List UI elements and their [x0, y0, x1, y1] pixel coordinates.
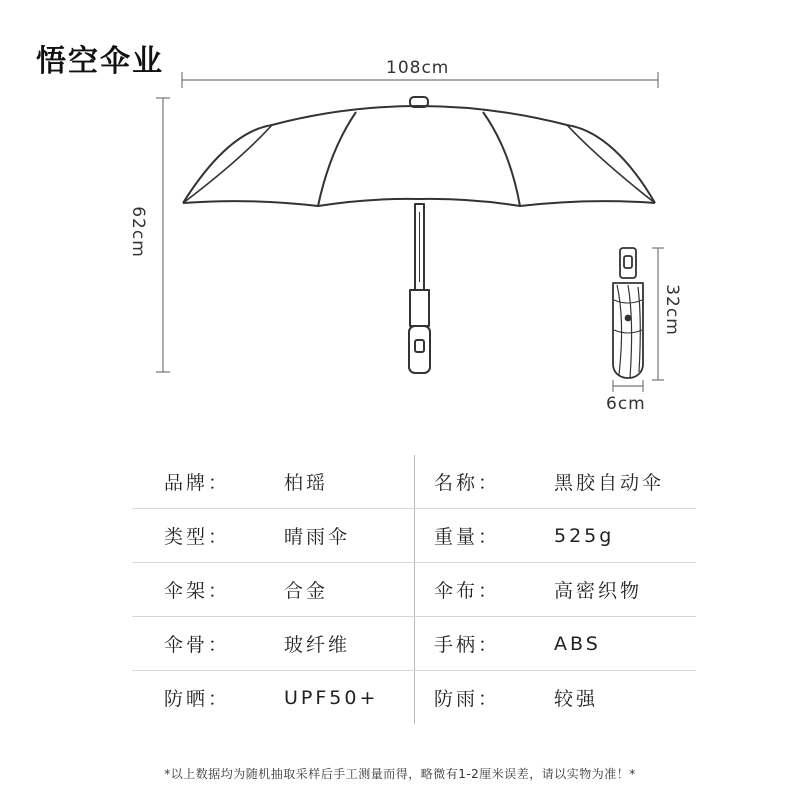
spec-row — [132, 563, 696, 617]
spec-value: 晴雨伞 — [284, 526, 351, 548]
spec-value: 高密织物 — [554, 580, 643, 602]
spec-key: 类型： — [164, 526, 231, 548]
folded-umbrella-icon — [613, 248, 643, 378]
spec-value: 合金 — [284, 580, 329, 602]
column-divider — [414, 509, 415, 562]
spec-key: 伞布： — [434, 580, 501, 602]
column-divider — [414, 617, 415, 670]
open-umbrella-icon — [183, 97, 655, 373]
open-width-label: 108cm — [386, 58, 450, 78]
folded-width-label: 6cm — [606, 394, 646, 414]
spec-key: 名称： — [434, 472, 501, 494]
brand-logo-text: 悟空伞业 — [36, 44, 164, 79]
column-divider — [414, 563, 415, 616]
spec-value: 柏瑶 — [284, 472, 329, 494]
spec-key: 品牌： — [164, 472, 231, 494]
spec-row — [132, 455, 696, 509]
measurement-note: *以上数据均为随机抽取采样后手工测量而得，略微有1-2厘米误差，请以实物为准！* — [164, 767, 636, 781]
spec-value: 黑胶自动伞 — [554, 472, 665, 494]
spec-table — [132, 455, 696, 724]
spec-row — [132, 617, 696, 671]
open-height-label: 62cm — [128, 206, 148, 258]
spec-value: 较强 — [554, 688, 599, 710]
spec-key: 防晒： — [164, 688, 231, 710]
column-divider — [414, 455, 415, 508]
spec-row — [132, 671, 696, 724]
folded-width-dimension-line — [613, 380, 643, 392]
spec-row — [132, 509, 696, 563]
column-divider — [414, 671, 415, 724]
height-dimension-line — [156, 98, 170, 372]
spec-key: 重量： — [434, 526, 501, 548]
spec-value: UPF50+ — [284, 686, 379, 709]
spec-key: 伞架： — [164, 580, 231, 602]
spec-key: 伞骨： — [164, 634, 231, 656]
folded-length-label: 32cm — [662, 284, 682, 336]
spec-value: 525g — [554, 524, 615, 547]
spec-key: 手柄： — [434, 634, 501, 656]
spec-value: ABS — [554, 632, 601, 655]
spec-key: 防雨： — [434, 688, 501, 710]
spec-value: 玻纤维 — [284, 634, 351, 656]
